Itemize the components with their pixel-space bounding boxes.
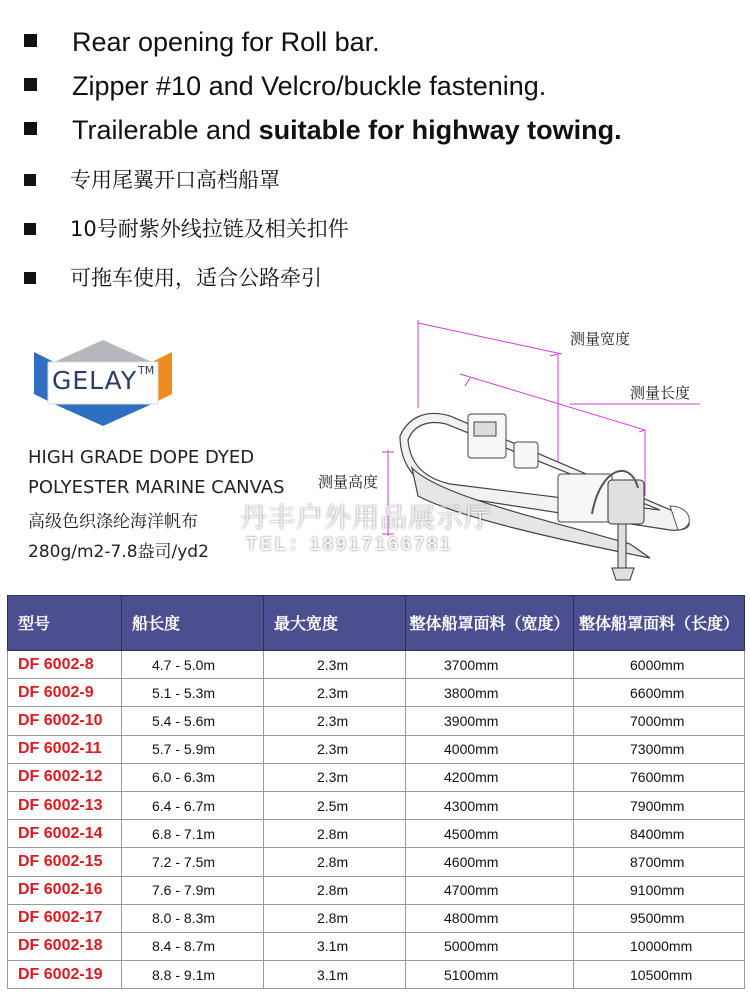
product-line-cn: 高级色织涤纶海洋帆布 (28, 512, 198, 532)
cell-cover-width: 5000mm (406, 932, 574, 960)
cell-boat-length: 6.0 - 6.3m (122, 763, 264, 791)
cell-cover-width: 4200mm (406, 763, 574, 791)
cell-cover-length: 8400mm (574, 820, 745, 848)
cell-boat-length: 7.6 - 7.9m (122, 876, 264, 904)
table-row (8, 820, 745, 848)
size-table (7, 595, 744, 989)
table-row (8, 848, 745, 876)
feature-item (0, 66, 750, 110)
bullet-square-icon (24, 272, 36, 284)
cell-max-width: 2.3m (264, 707, 406, 735)
cell-boat-length: 7.2 - 7.5m (122, 848, 264, 876)
cell-cover-length: 7300mm (574, 735, 745, 763)
feature-item (0, 260, 750, 309)
cell-max-width: 2.8m (264, 904, 406, 932)
cell-cover-width: 5100mm (406, 961, 574, 989)
feature-text: Trailerable and suitable for highway towing. (72, 115, 622, 145)
cell-model: DF 6002-17 (8, 904, 122, 932)
cell-model: DF 6002-9 (8, 679, 122, 707)
cell-max-width: 2.3m (264, 763, 406, 791)
cell-cover-length: 9100mm (574, 876, 745, 904)
cell-max-width: 3.1m (264, 932, 406, 960)
table-row (8, 932, 745, 960)
cell-model: DF 6002-8 (8, 651, 122, 679)
feature-item (0, 22, 750, 66)
measure-width-label: 测量宽度 (570, 330, 631, 348)
cell-cover-width: 3800mm (406, 679, 574, 707)
cell-max-width: 2.3m (264, 651, 406, 679)
bullet-square-icon (24, 174, 36, 186)
cell-model: DF 6002-15 (8, 848, 122, 876)
feature-item (0, 110, 750, 154)
bullet-square-icon (24, 78, 37, 91)
product-line: HIGH GRADE DOPE DYED (28, 447, 255, 468)
feature-text: 可拖车使用，适合公路牵引 (70, 266, 322, 290)
feature-text: Rear opening for Roll bar. (72, 27, 380, 57)
bullet-square-icon (24, 223, 36, 235)
cell-boat-length: 8.4 - 8.7m (122, 932, 264, 960)
cell-model: DF 6002-10 (8, 707, 122, 735)
cell-cover-length: 7900mm (574, 791, 745, 819)
cell-boat-length: 4.7 - 5.0m (122, 651, 264, 679)
watermark-text: 丹丰户外用品展示厅 (240, 503, 492, 534)
bullet-square-icon (24, 34, 37, 47)
product-weight: 280g/m2-7.8盎司/yd2 (28, 542, 209, 562)
cell-cover-length: 10500mm (574, 961, 745, 989)
table-row (8, 707, 745, 735)
table-header-row (8, 596, 745, 651)
feature-text: Zipper #10 and Velcro/buckle fastening. (72, 71, 547, 101)
cell-cover-width: 4300mm (406, 791, 574, 819)
cell-boat-length: 6.4 - 6.7m (122, 791, 264, 819)
table-row (8, 735, 745, 763)
feature-item (0, 162, 750, 211)
bullet-square-icon (24, 122, 37, 135)
watermark-phone: TEL：18917166781 (246, 534, 454, 554)
cell-boat-length: 8.0 - 8.3m (122, 904, 264, 932)
cell-cover-width: 3700mm (406, 651, 574, 679)
cell-cover-length: 9500mm (574, 904, 745, 932)
cell-cover-length: 10000mm (574, 932, 745, 960)
column-header-max-width: 最大宽度 (264, 596, 406, 651)
cell-cover-length: 7600mm (574, 763, 745, 791)
cell-boat-length: 5.4 - 5.6m (122, 707, 264, 735)
table-row (8, 904, 745, 932)
column-header-cover-width: 整体船罩面料（宽度） (406, 596, 574, 651)
table-row (8, 651, 745, 679)
feature-text: 10号耐紫外线拉链及相关扣件 (70, 217, 349, 241)
cell-cover-width: 4600mm (406, 848, 574, 876)
table-row (8, 763, 745, 791)
column-header-boat-length: 船长度 (122, 596, 264, 651)
feature-list-cn (0, 162, 750, 309)
cell-cover-length: 7000mm (574, 707, 745, 735)
cell-max-width: 2.8m (264, 876, 406, 904)
cell-cover-length: 6600mm (574, 679, 745, 707)
column-header-cover-length: 整体船罩面料（长度） (574, 596, 745, 651)
cell-boat-length: 5.7 - 5.9m (122, 735, 264, 763)
cell-model: DF 6002-19 (8, 961, 122, 989)
measure-height-label: 测量高度 (318, 473, 379, 491)
cell-model: DF 6002-16 (8, 876, 122, 904)
cell-model: DF 6002-12 (8, 763, 122, 791)
cell-model: DF 6002-14 (8, 820, 122, 848)
cell-cover-length: 8700mm (574, 848, 745, 876)
cell-cover-width: 4000mm (406, 735, 574, 763)
cell-max-width: 2.5m (264, 791, 406, 819)
measure-length-label: 测量长度 (630, 384, 691, 402)
cell-max-width: 3.1m (264, 961, 406, 989)
cell-boat-length: 5.1 - 5.3m (122, 679, 264, 707)
cell-cover-width: 4800mm (406, 904, 574, 932)
feature-item (0, 211, 750, 260)
cell-model: DF 6002-18 (8, 932, 122, 960)
cell-boat-length: 8.8 - 9.1m (122, 961, 264, 989)
table-row (8, 679, 745, 707)
column-header-model: 型号 (8, 596, 122, 651)
cell-max-width: 2.8m (264, 820, 406, 848)
cell-model: DF 6002-13 (8, 791, 122, 819)
table-row (8, 876, 745, 904)
logo-text: GELAY (52, 366, 138, 395)
logo-trademark: TM (138, 364, 155, 377)
cell-max-width: 2.3m (264, 679, 406, 707)
cell-cover-width: 3900mm (406, 707, 574, 735)
table-row (8, 961, 745, 989)
table-row (8, 791, 745, 819)
cell-max-width: 2.3m (264, 735, 406, 763)
cell-model: DF 6002-11 (8, 735, 122, 763)
cell-max-width: 2.8m (264, 848, 406, 876)
cell-cover-width: 4700mm (406, 876, 574, 904)
feature-text: 专用尾翼开口高档船罩 (70, 168, 280, 192)
cell-cover-length: 6000mm (574, 651, 745, 679)
cell-cover-width: 4500mm (406, 820, 574, 848)
feature-list-en (0, 22, 750, 154)
product-line: POLYESTER MARINE CANVAS (28, 477, 285, 498)
cell-boat-length: 6.8 - 7.1m (122, 820, 264, 848)
